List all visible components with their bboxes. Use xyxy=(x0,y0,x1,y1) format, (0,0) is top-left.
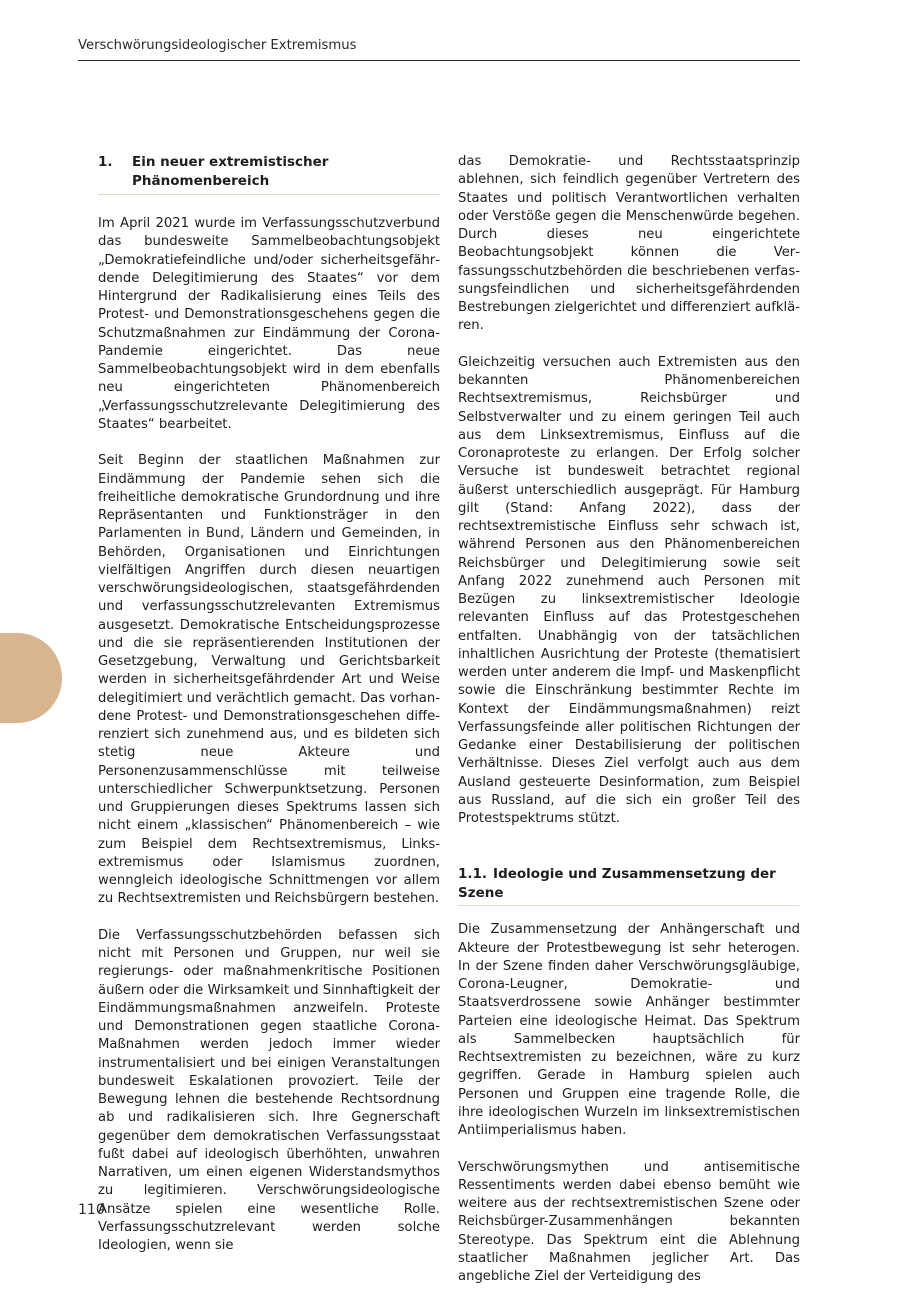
subsection-number: 1.1. xyxy=(458,866,488,883)
subsection-title: Ideologie und Zusammensetzung der Szene xyxy=(458,866,776,902)
body-paragraph: Die Zusammensetzung der Anhängerschaft und Akteure der Protestbewegung ist sehr heterogen. In der Szene finden daher Verschwörungsgläubige, Corona-Leugner, Demokratie- und Staatsverdrossene sowie Anhänger bestimmter Parteien eine ideologische Heimat. Das Spektrum als Sammelbecken hauptsächlich für Rechtsextremisten zu bezeichnen, wäre zu kurz gegriffen. Gerade in Hamburg spielen auch Personen und Gruppen eine tragende Rolle, die ihre ideologischen Wurzeln im linksextremistischen Antiimperialismus haben. xyxy=(458,922,800,1138)
body-paragraph: Gleichzeitig versuchen auch Extremisten aus den bekannten Phänomenbereichen Rechtsextremismus, Reichsbürger und Selbstverwalter und zu einem geringen Teil auch aus dem Linksextremismus, Einfluss auf die Coronaproteste zu erlangen. Der Erfolg solcher Versuche ist bundesweit betrachtet regional äußerst unterschiedlich ausgeprägt. Für Hamburg gilt (Stand: Anfang 2022), dass der rechtsextremistische Einfluss sehr schwach ist, während Personen aus den Phänomenbereichen Reichsbürger und Delegitimierung sowie seit Anfang 2022 zunehmend auch Personen mit Bezügen zu linksextremistischer Ideologie relevanten Einfluss auf das Protestgeschehen entfalten. Unabhängig von der tatsächlichen inhaltlichen Ausrichtung der Proteste (thematisiert werden unter anderem die Impf- und Maskenpflicht sowie die Einschränkung bestimmter Rechte im Kontext der Eindämmungsmaßnahmen) reizt Verfassungsfeinde aller politischen Richtungen der Gedanke einer Destabilisierung der politischen Verhältnisse. Dieses Ziel verfolgt auch aus dem Ausland gesteuerte Desinformation, zum Beispiel aus Russland, auf die sich ein großer Teil des Protestspektrums stützt. xyxy=(458,354,800,826)
chapter-side-tab xyxy=(0,633,62,723)
body-paragraph: Die Verfassungsschutzbehörden befassen sich nicht mit Personen und Gruppen, nur weil sie regierungs- oder maßnahmenkritische Positionen äußern oder die Wirksamkeit und Sinnhaftigkeit der Eindämmungsmaßnahmen anzweifeln. Proteste und Demonstrationen gegen staatliche Corona-Maßnahmen werden jedoch immer wieder instrumentalisiert und bei einigen Veranstaltungen bundesweit Eskalationen provoziert. Teile der Bewegung lehnen die bestehende Rechtsordnung ab und radikalisieren sich. Ihre Gegnerschaft gegenüber dem demokratischen Verfassungsstaat fußt dabei auf ideologisch überhöhten, unwahren Narrativen, um einen eigenen Widerstandsmythos zu legitimieren. Verschwörungsideologische Ansätze spielen eine wesentliche Rolle. Verfassungsschutzrelevant werden solche Ideologien, wenn sie xyxy=(98,927,440,1253)
right-column xyxy=(458,153,800,1305)
body-paragraph: Verschwörungsmythen und antisemitische Ressentiments werden dabei ebenso bemüht wie weitere aus der rechtsextremistischen Szene oder Reichsbürger-Zusammenhängen bekannten Stereotype. Das Spektrum eint die Ablehnung staatlicher Maßnahmen jeglicher Art. Das angebliche Ziel der Verteidigung des xyxy=(458,1159,800,1284)
section-number: 1. xyxy=(98,154,113,170)
running-header: Verschwörungsideologischer Extremismus xyxy=(78,38,357,53)
page-number: 110 xyxy=(78,1202,105,1218)
body-paragraph: Seit Beginn der staatlichen Maßnahmen zur Eindämmung der Pandemie sehen sich die freiheitliche demokratische Grundordnung und ihre Repräsentanten und Funktionsträger in den Parlamenten in Bund, Ländern und Gemeinden, in Behörden, Organisationen und Einrichtungen vielfältigen Angriffen durch diesen neuartigen verschwörungsideologischen, staatsgefährdenden und verfassungsschutzrelevanten Extremismus ausgesetzt. Demokratische Entscheidungsprozesse und die sie repräsentierenden Institutionen der Gesetzgebung, Verwaltung und Gerichtsbarkeit werden in sicherheitsgefährdender Art und Weise delegitimiert und verächtlich gemacht. Das vorhandene Protest- und Demonstrationsgeschehen differenziert sich zunehmend aus, und es bildeten sich stetig neue Akteure und Personenzusammenschlüsse mit teilweise unterschiedlicher Schwerpunktsetzung. Personen und Gruppierungen dieses Spektrums lassen sich nicht einem „klassischen“ Phänomenbereich – wie zum Beispiel dem Rechtsextremismus, Linksextremismus oder Islamismus zuordnen, wenngleich ideologische Schnittmengen vor allem zu Rechtsextremisten und Reichsbürgern bestehen. xyxy=(98,453,440,907)
body-paragraph: das Demokratie- und Rechtsstaatsprinzip ablehnen, sich feindlich gegenüber Vertretern des Staates und politisch Verantwortlichen verhalten oder Verstöße gegen die Menschenwürde begehen. Durch dieses neu eingerichtete Beobachtungsobjekt können die Verfassungsschutzbehörden die beschriebenen verfassungsfeindlichen und sicherheitsgefährdenden Bestrebungen zielgerichtet und differenziert aufklären. xyxy=(458,154,800,334)
section-title: Ein neuer extremistischer Phänomenbereich xyxy=(132,154,329,189)
header-rule xyxy=(78,60,800,61)
subsection-heading xyxy=(458,865,800,906)
left-column xyxy=(98,153,440,1274)
section-heading xyxy=(98,153,440,195)
body-paragraph: Im April 2021 wurde im Verfassungsschutzverbund das bundesweite Sammelbeobachtungsobjekt „Demokratiefeindliche und/oder sicherheitsgefährdende Delegitimierung des Staates“ vor dem Hintergrund der Radikalisierung eines Teils des Protest- und Demonstrationsgeschehens gegen die Schutzmaßnahmen zur Eindämmung der Corona-Pandemie eingerichtet. Das neue Sammelbeobachtungsobjekt wird in dem ebenfalls neu eingerichteten Phänomenbereich „Verfassungsschutzrelevante Delegitimierung des Staates“ bearbeitet. xyxy=(98,216,440,432)
